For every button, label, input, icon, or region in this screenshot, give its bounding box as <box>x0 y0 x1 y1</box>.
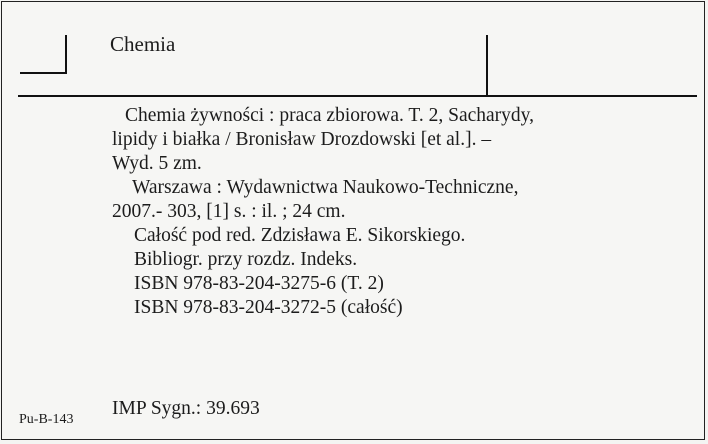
bibliographic-record <box>112 104 672 320</box>
entry-line: Chemia żywności : praca zbiorowa. T. 2, Sacharydy, <box>125 105 535 126</box>
entry-line: Wyd. 5 zm. <box>112 153 202 174</box>
catalog-card <box>1 1 705 440</box>
note-line: Całość pod red. Zdzisława E. Sikorskiego. <box>134 225 466 246</box>
publication-line: Warszawa : Wydawnictwa Naukowo-Techniczne, <box>132 177 519 198</box>
isbn-line: ISBN 978-83-204-3272-5 (całość) <box>134 297 403 318</box>
note-line: Bibliogr. przy rozdz. Indeks. <box>134 249 358 270</box>
catalog-code: Pu-B-143 <box>19 412 74 427</box>
subject-heading: Chemia <box>110 32 176 56</box>
isbn-line: ISBN 978-83-204-3275-6 (T. 2) <box>134 273 384 294</box>
corner-mark <box>20 35 67 74</box>
call-number: IMP Sygn.: 39.693 <box>112 398 260 419</box>
header-divider-vertical <box>486 35 488 96</box>
publication-line: 2007.- 303, [1] s. : il. ; 24 cm. <box>112 201 346 222</box>
header-divider-horizontal <box>18 95 697 97</box>
entry-line: lipidy i białka / Bronisław Drozdowski [et al.]. – <box>112 129 492 150</box>
